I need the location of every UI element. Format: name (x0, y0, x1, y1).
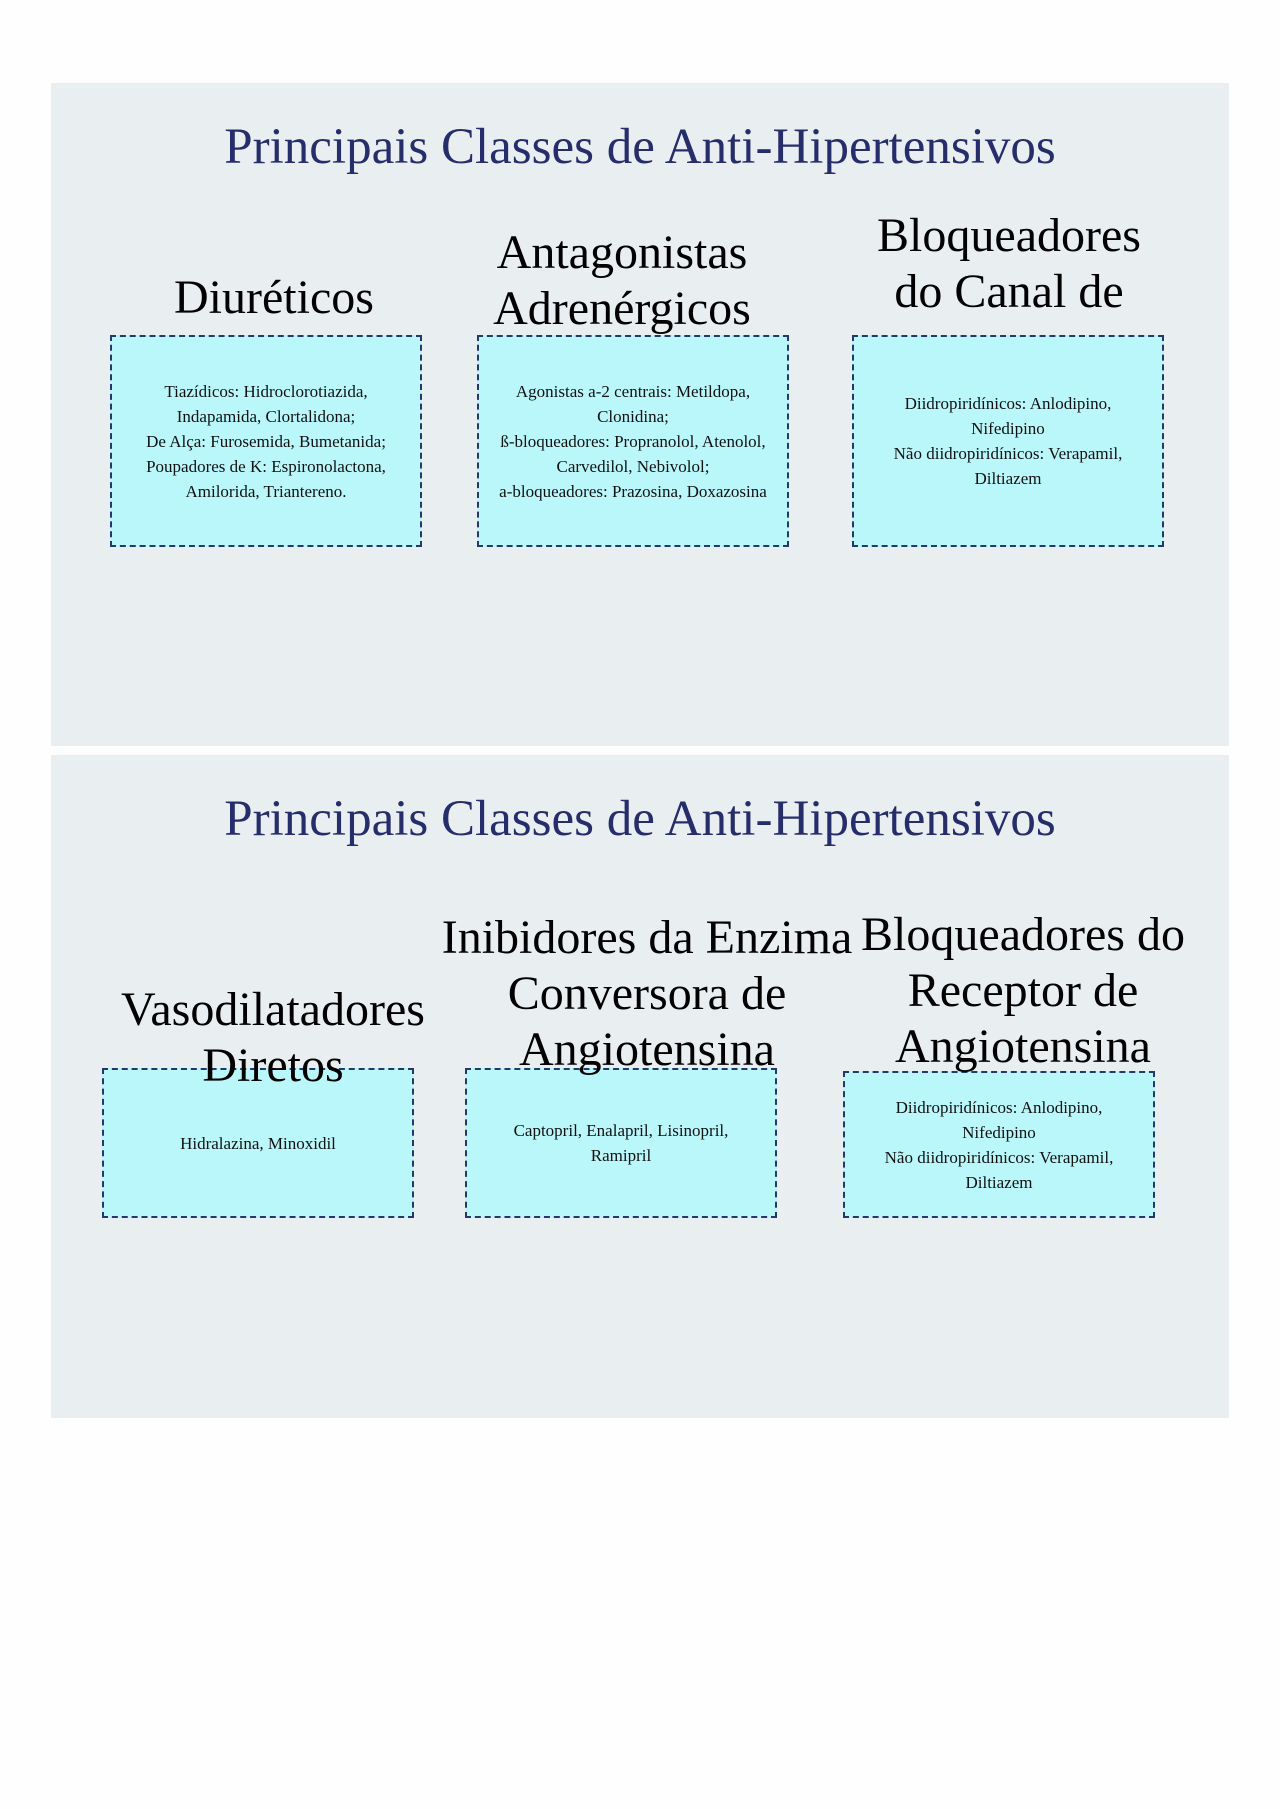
class-heading-vasodilatadores: Vasodilatadores Diretos (121, 983, 425, 1092)
class-box-bra (843, 1071, 1155, 1218)
class-box-ieca (465, 1068, 777, 1218)
class-heading-ieca: Inibidores da Enzima Conversora de Angiotensina (441, 911, 853, 1076)
class-box-diureticos (110, 335, 422, 547)
class-description: Agonistas a-2 centrais: Metildopa, Clonidina; ß-bloqueadores: Propranolol, Atenolol, Carvedilol, Nebivolol; a-bloqueadores: Prazosina, Doxazosina (499, 381, 767, 501)
class-description: Hidralazina, Minoxidil (180, 1133, 336, 1153)
slide-title: Principais Classes de Anti-Hipertensivos (224, 119, 1056, 175)
slide-title: Principais Classes de Anti-Hipertensivos (224, 791, 1056, 847)
class-heading-bloqueadores-canal: Bloqueadores do Canal de (877, 209, 1141, 318)
class-heading-diureticos: Diuréticos (174, 271, 374, 324)
class-description: Captopril, Enalapril, Lisinopril, Ramipril (513, 1121, 729, 1165)
class-description: Diidropiridínicos: Anlodipino, Nifedipino Não diidropiridínicos: Verapamil, Diltiazem (884, 1097, 1114, 1192)
class-description: Tiazídicos: Hidroclorotiazida, Indapamida, Clortalidona; De Alça: Furosemida, Bumetanida; Poupadores de K: Espironolactona, Amilorida, Triantereno. (146, 381, 386, 501)
class-description: Diidropiridínicos: Anlodipino, Nifedipino Não diidropiridínicos: Verapamil, Diltiazem (893, 394, 1123, 488)
slide-2 (51, 755, 1229, 1418)
class-box-antagonistas (477, 335, 789, 547)
class-heading-antagonistas: Antagonistas Adrenérgicos (493, 226, 751, 335)
class-heading-bra: Bloqueadores do Receptor de Angiotensina (861, 908, 1185, 1073)
slide-1 (51, 83, 1229, 746)
class-box-bloqueadores-canal (852, 335, 1164, 547)
